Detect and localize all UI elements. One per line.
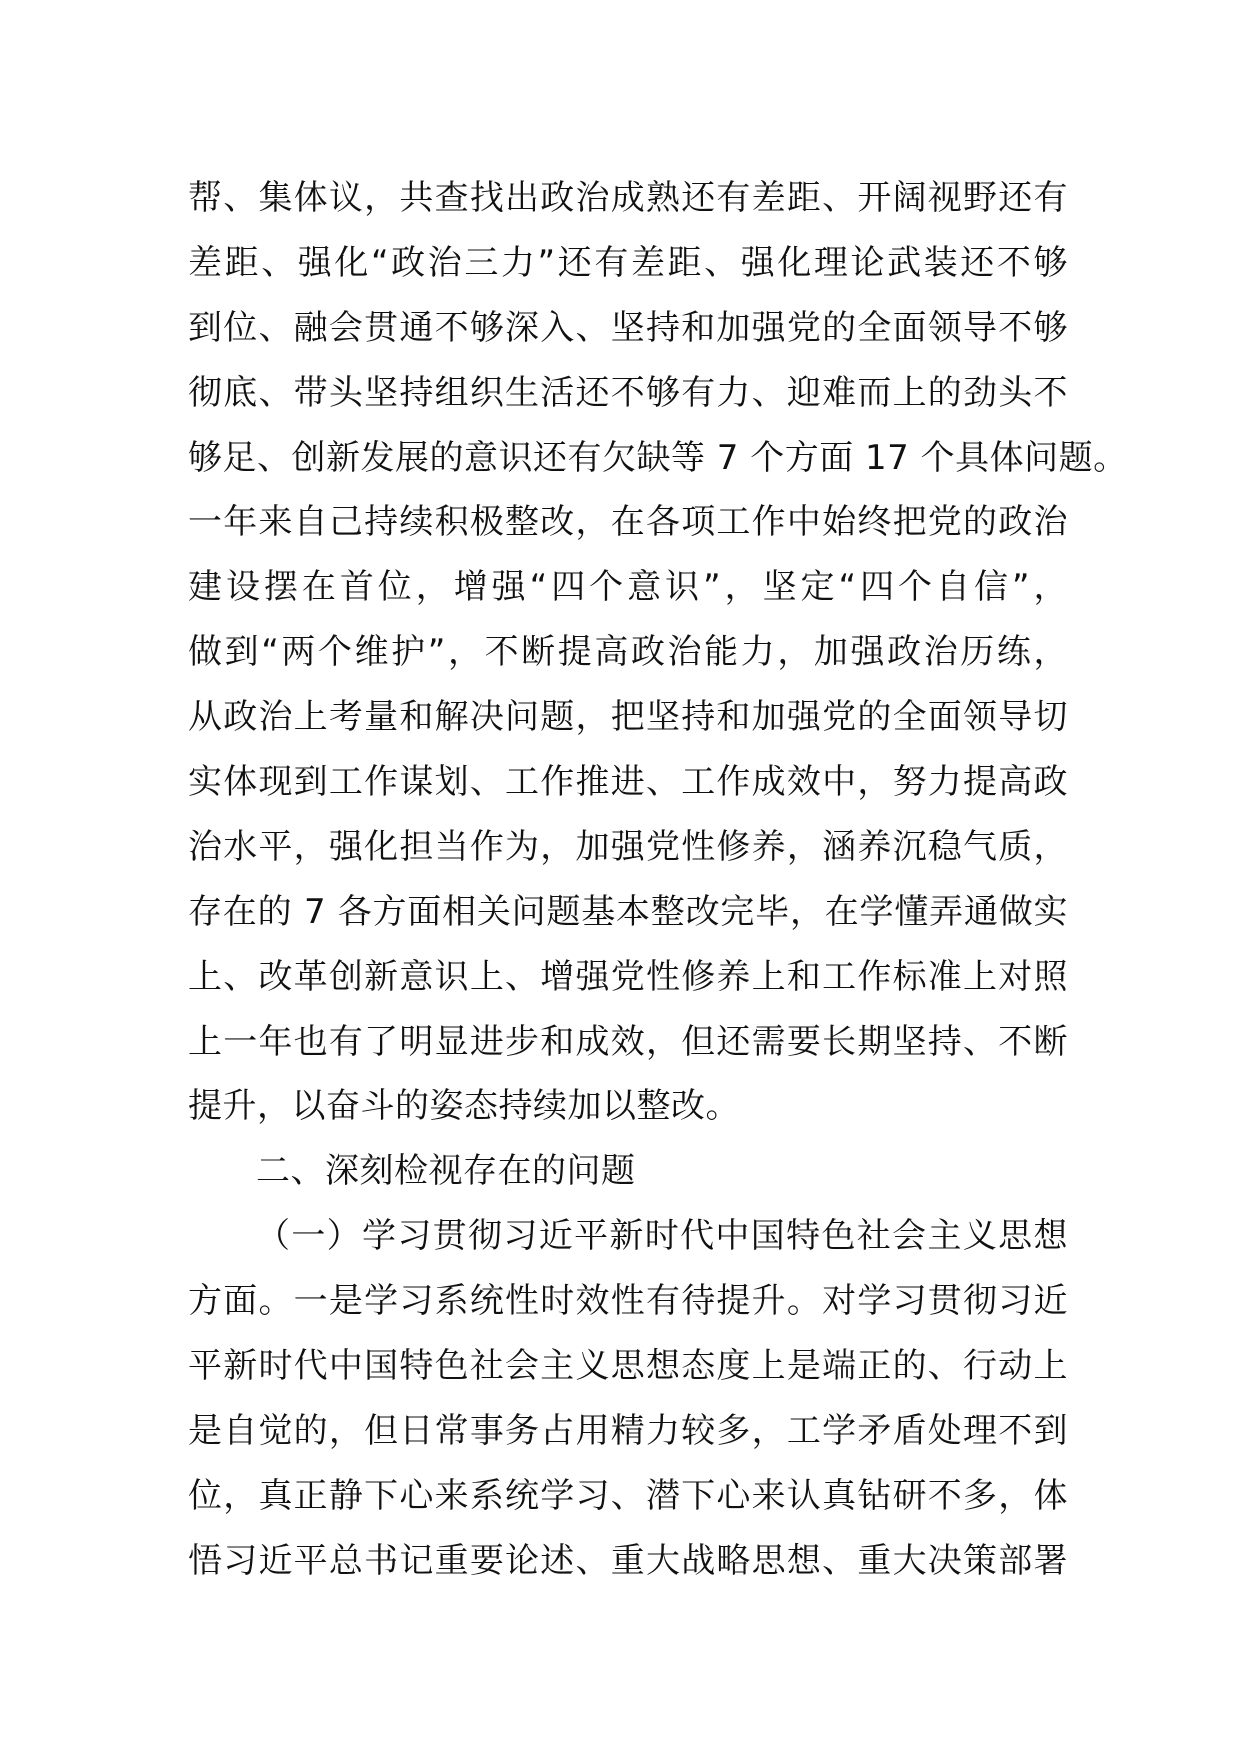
paragraph-line: 到位、融会贯通不够深入、坚持和加强党的全面领导不够 <box>188 307 1068 348</box>
paragraph-line: 彻底、带头坚持组织生活还不够有力、迎难而上的劲头不 <box>188 372 1068 413</box>
paragraph-line: 方面。一是学习系统性时效性有待提升。对学习贯彻习近 <box>188 1281 1068 1322</box>
paragraph-line: 存在的 7 各方面相关问题基本整改完毕，在学懂弄通做实 <box>188 891 1068 932</box>
paragraph-line: 平新时代中国特色社会主义思想态度上是端正的、行动上 <box>188 1346 1068 1387</box>
paragraph-line: 位，真正静下心来系统学习、潜下心来认真钻研不多，体 <box>188 1475 1068 1516</box>
paragraph-line: 帮、集体议，共查找出政治成熟还有差距、开阔视野还有 <box>188 178 1068 218</box>
paragraph-line: 治水平，强化担当作为，加强党性修养，涵养沉稳气质， <box>188 826 1068 867</box>
paragraph-line: 一年来自己持续积极整改，在各项工作中始终把党的政治 <box>188 502 1068 543</box>
paragraph-line: 上、改革创新意识上、增强党性修养上和工作标准上对照 <box>188 956 1068 997</box>
paragraph-line: 悟习近平总书记重要论述、重大战略思想、重大决策部署 <box>188 1540 1068 1581</box>
paragraph-line: 够足、创新发展的意识还有欠缺等 7 个方面 17 个具体问题。 <box>188 437 1128 478</box>
paragraph-line: 建设摆在首位，增强“四个意识”，坚定“四个自信”， <box>188 567 1068 608</box>
paragraph-line: 是自觉的，但日常事务占用精力较多，工学矛盾处理不到 <box>188 1410 1068 1451</box>
paragraph-line: 从政治上考量和解决问题，把坚持和加强党的全面领导切 <box>188 697 1068 738</box>
paragraph-line: （一）学习贯彻习近平新时代中国特色社会主义思想 <box>256 1216 1068 1257</box>
paragraph-line: 差距、强化“政治三力”还有差距、强化理论武装还不够 <box>188 242 1068 283</box>
document-body <box>188 166 1128 1594</box>
paragraph-line: 实体现到工作谋划、工作推进、工作成效中，努力提高政 <box>188 762 1068 803</box>
section-heading: 二、深刻检视存在的问题 <box>256 1151 636 1192</box>
paragraph-line: 提升，以奋斗的姿态持续加以整改。 <box>188 1086 740 1127</box>
paragraph-line: 上一年也有了明显进步和成效，但还需要长期坚持、不断 <box>188 1021 1068 1062</box>
paragraph-line: 做到“两个维护”，不断提高政治能力，加强政治历练， <box>188 632 1068 673</box>
